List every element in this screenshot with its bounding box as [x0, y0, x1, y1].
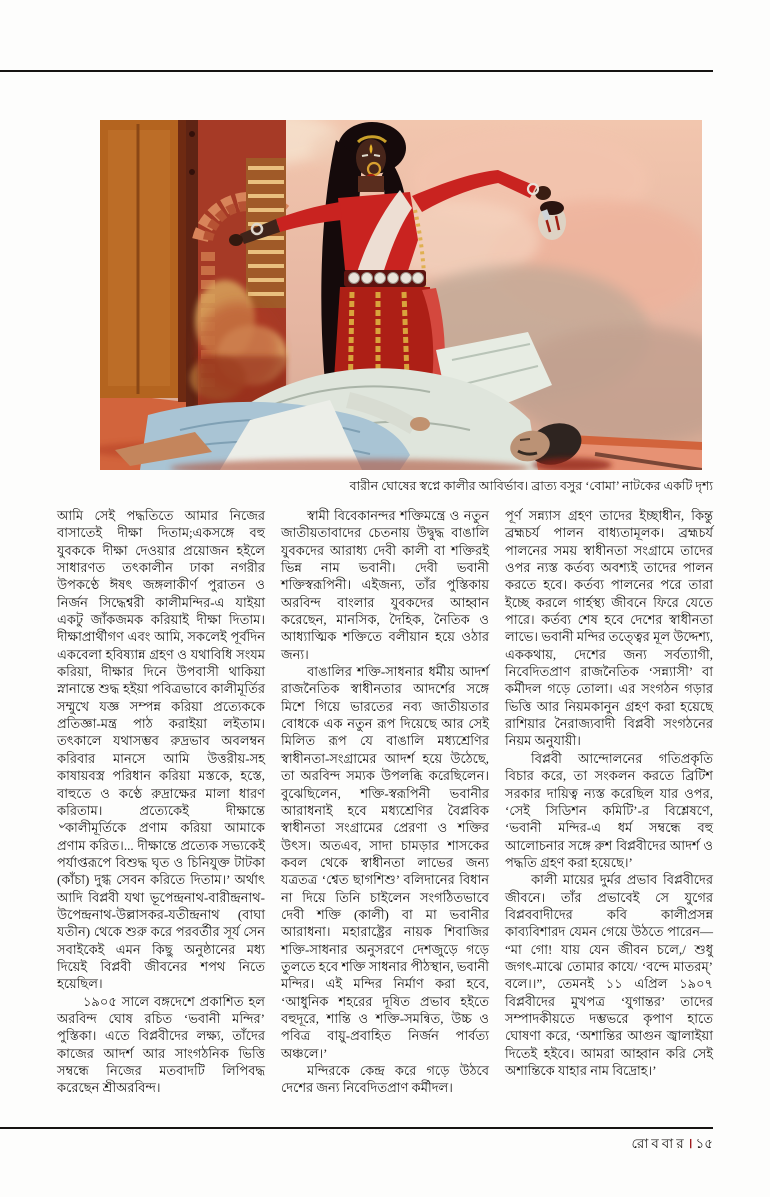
left-hand [229, 234, 243, 246]
brick-arch-wall [190, 120, 287, 420]
column-right [505, 507, 713, 1097]
paragraph: মন্দিরকে কেন্দ্র করে গড়ে উঠবে দেশের জন্য নিবেদিতপ্রাণ কর্মীদল। [281, 1063, 489, 1096]
top-rule-divider [0, 70, 713, 72]
paragraph: বিপ্লবী আন্দোলনের গতিপ্রকৃতি বিচার করে, তা সংকলন করতে ব্রিটিশ সরকার দায়িত্ব ন্যস্ত করেছিল যার ওপর, ‘সেই সিডিশন কমিটি’-র বিশ্লেষণে, ‘ভবানী মন্দির-এ ধর্ম সম্বন্ধে বহু আলোচনার সঙ্গে রুশ বিপ্লবীদের আদর্শ ও পদ্ধতি গ্রহণ করা হয়েছে।’ [505, 750, 713, 870]
paragraph: পূর্ণ সন্ন্যাস গ্রহণ তাদের ইচ্ছাধীন, কিন্তু ব্রহ্মচর্য পালন বাধ্যতামূলক। ব্রহ্মচর্য পালনের সময় স্বাধীনতা সংগ্রামে তাদের ওপর ন্যস্ত কর্তব্য অবশ্যই তাদের পালন করতে হবে। কর্তব্য পালনের পরে তারা ইচ্ছে করলে গার্হস্থ্য জীবনে ফিরে যেতে পারে। কর্তব্য শেষ হবে দেশের স্বাধীনতা লাভে। ভবানী মন্দির তত্ত্বের মূল উদ্দেশ্য, এককথায়, দেশের জন্য সর্বত্যাগী, নিবেদিতপ্রাণ রাজনৈতিক ‘সন্ন্যাসী’ বা কর্মীদল গড়ে তোলা। এর সংগঠন গড়ার ভিত্তি আর নিয়মকানুন গ্রহণ করা হয়েছে রাশিয়ার নৈরাজ্যবাদী বিপ্লবী সংগঠনের নিয়ম অনুযায়ী। [505, 508, 713, 749]
severed-head-prop [538, 201, 566, 240]
paragraph: ১৯০৫ সালে বঙ্গদেশে প্রকাশিত হল অরবিন্দ ঘোষ রচিত ‘ভবানী মন্দির’ পুস্তিকা। এতে বিপ্লবীদের লক্ষ্য, তাঁদের কাজের আদর্শ আর সাংগঠনিক ভিত্তি সম্বন্ধে নিজের মতবাদটি লিপিবদ্ধ করেছেন শ্রীঅরবিন্দ। [57, 993, 265, 1096]
footer-separator: । [687, 1136, 693, 1151]
kali-neck [358, 176, 384, 192]
paragraph: বাঙালির শক্তি-সাধনার ধর্মীয় আদর্শ রাজনৈতিক স্বাধীনতার আদর্শের সঙ্গে মিশে গিয়ে ভারতের নব্য জাতীয়তার বোধকে এক নতুন রূপ দিয়েছে আর সেই মিলিত রূপ যে বাঙালি মধ্যশ্রেণির স্বাধীনতা-সংগ্রামের আদর্শ হয়ে উঠেছে, তা অরবিন্দ সম্যক উপলব্ধি করেছিলেন। বুঝেছিলেন, শক্তি-স্বরূপিনী ভবানীর আরাধনাই হবে মধ্যশ্রেণির বৈপ্লবিক স্বাধীনতা সংগ্রামের প্রেরণা ও শক্তির উৎস। অতএব, সাদা চামড়ার শাসকের কবল থেকে স্বাধীনতা লাভের জন্য যত্রতত্র ‘শ্বেত ছাগশিশু’ বলিদানের বিধান না দিয়ে তিনি চাইলেন সংগঠিতভাবে দেবী শক্তি (কালী) বা মা ভবানীর আরাধনা। মহারাষ্ট্রের নায়ক শিবাজির শক্তি-সাধনার অনুসরণে দেশজুড়ে গড়ে তুলতে হবে শক্তি সাধনার পীঠস্থান, ভবানী মন্দির। এই মন্দির নির্মাণ করা হবে, ‘আধুনিক শহরের দূষিত প্রভাব হইতে বহুদূরে, শান্তি ও শক্তি-সমন্বিত, উচ্চ ও পবিত্র বায়ু-প্রবাহিত নির্জন পার্বত্য অঞ্চলে।’ [281, 664, 489, 1061]
page-footer [0, 1133, 713, 1156]
hand [410, 417, 430, 431]
kali-belt [344, 270, 426, 287]
stage-photo [100, 120, 702, 470]
column-middle [281, 507, 489, 1097]
paragraph: স্বামী বিবেকানন্দর শক্তিমন্ত্রে ও নতুন জাতীয়তাবাদের চেতনায় উদ্বুদ্ধ বাঙালি যুবকদের আরাধ্য দেবী কালী বা শক্তিরই ভিন্ন নাম ভবানী। দেবী ভবানী শক্তিস্বরূপিনী। এইজন্য, তাঁর পুস্তিকায় অরবিন্দ বাংলার যুবকদের আহ্বান করেছেন, মানসিক, দৈহিক, নৈতিক ও আধ্যাত্মিক শক্তিতে বলীয়ান হয়ে ওঠার জন্য। [281, 508, 489, 662]
article-body [57, 507, 713, 1097]
stage-photo-art [100, 120, 702, 470]
footer-section-label: রোববার [631, 1136, 687, 1151]
column-left [57, 507, 265, 1097]
footer-page-number: ১৫ [695, 1136, 713, 1151]
paragraph: আমি সেই পদ্ধতিতে আমার নিজের বাসাতেই দীক্ষা দিতাম;একসঙ্গে বহু যুবককে দীক্ষা দেওয়ার প্রয়োজন হইলে সাধারণত তৎকালীন ঢাকা নগরীর উপকণ্ঠে ঈষৎ জঙ্গলাকীর্ণ পুরাতন ও নির্জন সিদ্ধেশ্বরী কালীমন্দির-এ যাইয়া একটু জাঁকজমক করিয়াই দীক্ষা দিতাম। দীক্ষাপ্রার্থীগণ এবং আমি, সকলেই পূর্বদিন একবেলা হবিষ্যান্ন গ্রহণ ও যথাবিধি সংযম করিয়া, দীক্ষার দিনে উপবাসী থাকিয়া স্নানান্তে শুদ্ধ হইয়া পবিত্রভাবে কালীমূর্তির সম্মুখে যজ্ঞ সম্পন্ন করিয়া প্রত্যেককে প্রতিজ্ঞা-মন্ত্র পাঠ করাইয়া লইতাম। তৎকালে যথাসম্ভব রুদ্রভাব অবলম্বন করিবার মানসে আমি উত্তরীয়-সহ কাষায়বস্ত্র পরিধান করিয়া মস্তকে, হস্তে, বাহুতে ও কণ্ঠে রুদ্রাক্ষের মালা ধারণ করিতাম। প্রত্যেকেই দীক্ষান্তে ৺কালীমূর্তিকে প্রণাম করিয়া আমাকে প্রণাম করিত।... দীক্ষান্তে প্রত্যেক সভ্যকেই পর্যাপ্তরূপে বিশুদ্ধ ঘৃত ও চিনিযুক্ত টাটকা (কাঁচা) দুগ্ধ সেবন করিতে দিতাম।’ অর্থাৎ আদি বিপ্লবী যথা ভূপেন্দ্রনাথ-বারীন্দ্রনাথ-উপেন্দ্রনাথ-উল্লাসকর-যতীন্দ্রনাথ (বাঘা যতীন) থেকে শুরু করে পরবর্তীর সূর্য সেন সবাইকেই এমন কিছু অনুষ্ঠানের মধ্য দিয়েই বিপ্লবী জীবনের শপথ নিতে হয়েছিল। [57, 508, 265, 992]
photo-caption: বারীন ঘোষের স্বপ্নে কালীর আবির্ভাব। ব্রাত্য বসুর ‘বোমা’ নাটকের একটি দৃশ্য [349, 479, 713, 493]
bottom-rule-divider [0, 1127, 713, 1129]
paragraph: কালী মায়ের দুর্মর প্রভাব বিপ্লবীদের জীবনে। তাঁর প্রভাবেই সে যুগের বিপ্লববাদীদের কবি কালীপ্রসন্ন কাব্যবিশারদ যেমন গেয়ে উঠতে পারেন— “মা গো! যায় যেন জীবন চলে,/ শুধু জগৎ-মাঝে তোমার কাযে/ ‘বন্দে মাতরম্‌’ বলে।।”, তেমনই ১১ এপ্রিল ১৯০৭ বিপ্লবীদের মুখপত্র ‘যুগান্তর’ তাদের সম্পাদকীয়তে দম্ভভরে কৃপাণ হাতে ঘোষণা করে, ‘অশান্তির আগুন জ্বালাইয়া দিতেই হইবে। আমরা আহ্বান করি সেই অশান্তিকে যাহার নাম বিদ্রোহ।’ [505, 872, 713, 1078]
wooden-door [100, 120, 198, 412]
